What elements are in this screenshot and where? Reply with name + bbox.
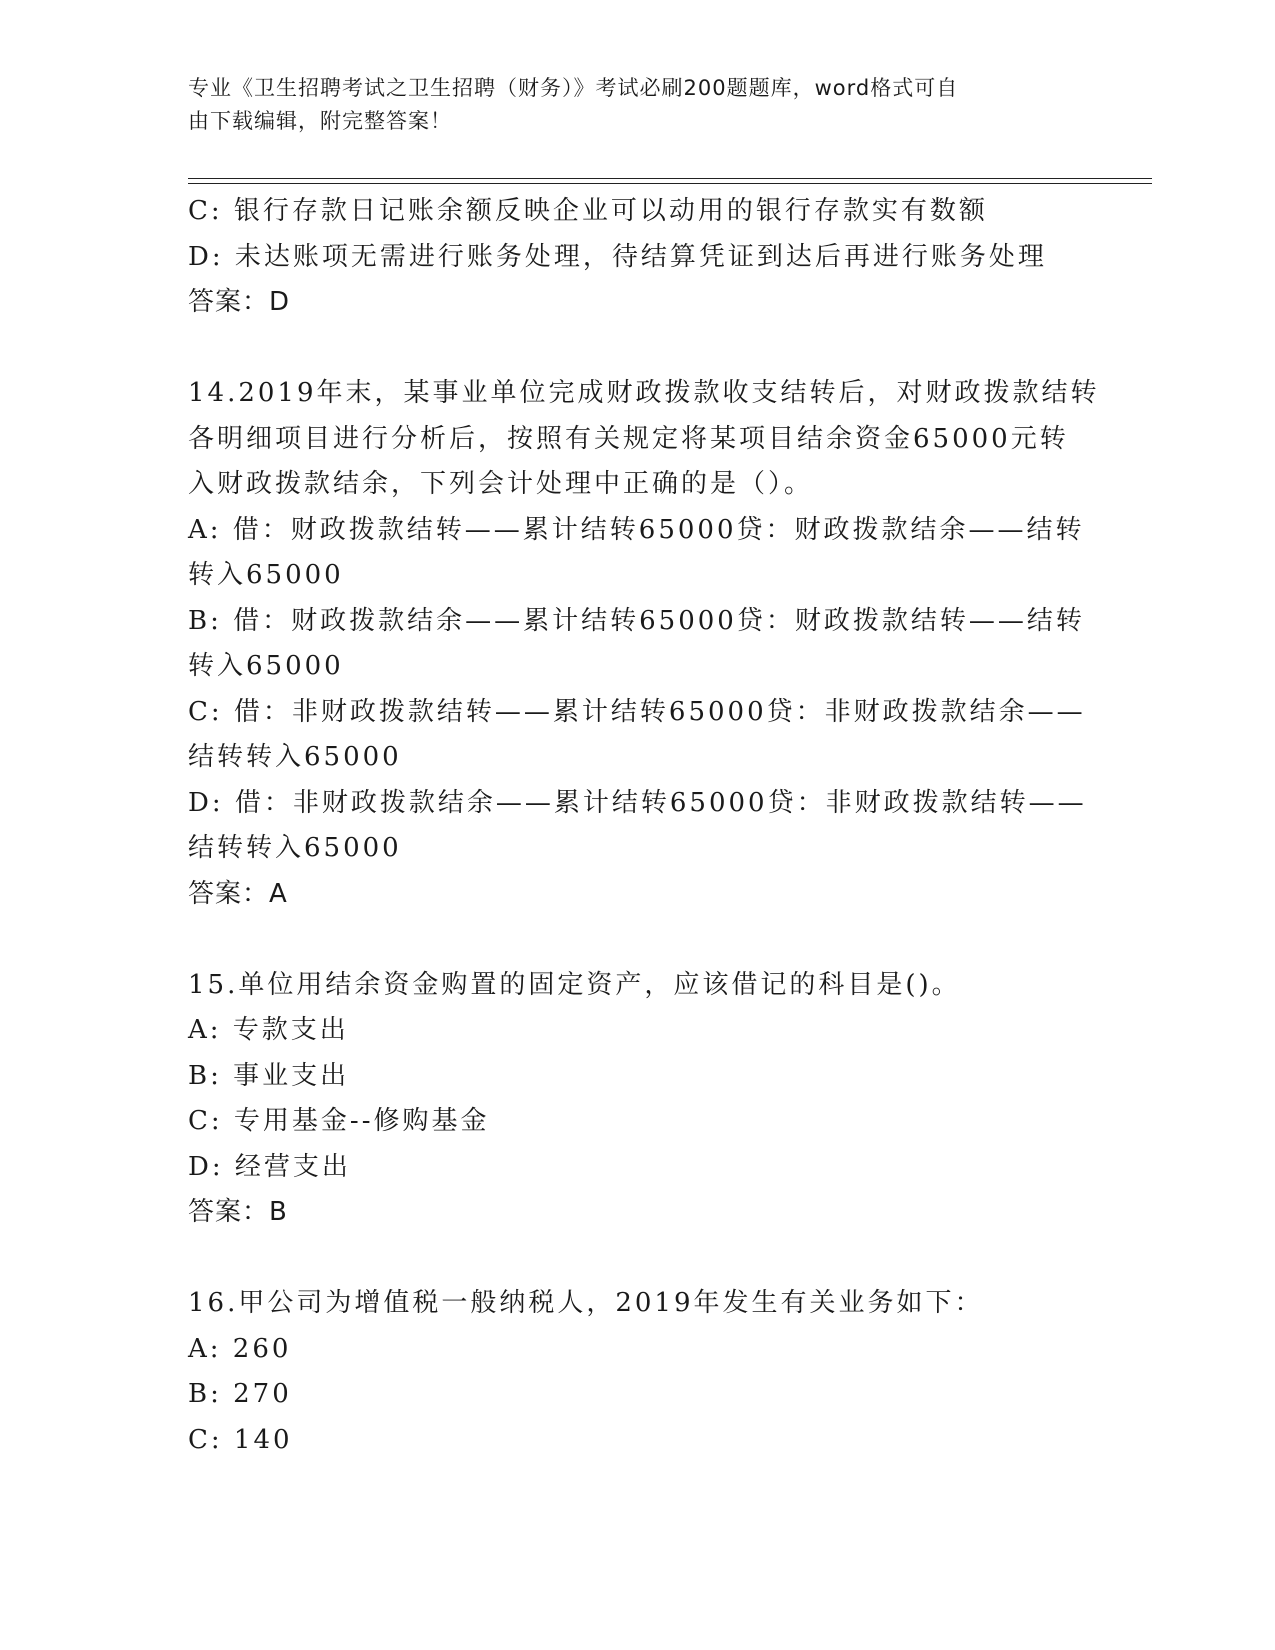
q14-option-d-cont: 结转转入65000: [188, 833, 402, 863]
spacer: [188, 1236, 1088, 1282]
header-divider-top: [188, 178, 1152, 179]
q16-option-b: B: 270: [188, 1379, 292, 1409]
question-16: [188, 1281, 1088, 1463]
header-line-1: 专业《卫生招聘考试之卫生招聘（财务）》考试必刷200题题库，word格式可自: [188, 76, 959, 100]
spacer: [188, 326, 1088, 372]
document-body: [188, 189, 1100, 1463]
q14-option-c-cont: 结转转入65000: [188, 742, 402, 772]
header-line-2: 由下载编辑，附完整答案！: [188, 109, 452, 133]
q14-option-c: C: 借：非财政拨款结转——累计结转65000贷：非财政拨款结余——: [188, 696, 1086, 727]
q15-option-b: B: 事业支出: [188, 1060, 350, 1091]
q14-stem-line-1: 14.2019年末，某事业单位完成财政拨款收支结转后，对财政拨款结转: [188, 378, 1100, 408]
header-divider-bottom: [188, 183, 1152, 184]
q14-option-b: B: 借：财政拨款结余——累计结转65000贷：财政拨款结转——结转: [188, 605, 1085, 636]
q14-option-a-cont: 转入65000: [188, 560, 344, 590]
q14-stem-line-2: 各明细项目进行分析后，按照有关规定将某项目结余资金65000元转: [188, 423, 1069, 454]
document-header: [188, 72, 1068, 138]
q15-option-a: A: 专款支出: [188, 1015, 349, 1045]
q14-option-b-cont: 转入65000: [188, 651, 344, 681]
q13-option-c: C: 银行存款日记账余额反映企业可以动用的银行存款实有数额: [188, 196, 988, 226]
question-14: [188, 371, 1100, 917]
q15-stem: 15.单位用结余资金购置的固定资产，应该借记的科目是()。: [188, 969, 961, 1000]
q15-option-d: D: 经营支出: [188, 1151, 351, 1182]
question-13: [188, 189, 1088, 326]
spacer: [188, 917, 1088, 963]
q15-answer: 答案：B: [188, 1197, 288, 1227]
question-15: [188, 963, 1088, 1236]
q16-stem: 16.甲公司为增值税一般纳税人，2019年发生有关业务如下：: [188, 1288, 984, 1318]
q14-option-a: A: 借：财政拨款结转——累计结转65000贷：财政拨款结余——结转: [188, 514, 1085, 545]
q16-option-a: A: 260: [188, 1333, 292, 1364]
q14-stem-line-3: 入财政拨款结余，下列会计处理中正确的是（）。: [188, 469, 814, 499]
q13-option-d: D: 未达账项无需进行账务处理，待结算凭证到达后再进行账务处理: [188, 241, 1047, 272]
q14-answer: 答案：A: [188, 878, 288, 909]
q13-answer: 答案：D: [188, 287, 291, 317]
q15-option-c: C: 专用基金--修购基金: [188, 1106, 490, 1136]
q16-option-c: C: 140: [188, 1424, 293, 1455]
q14-option-d: D: 借：非财政拨款结余——累计结转65000贷：非财政拨款结转——: [188, 787, 1087, 818]
